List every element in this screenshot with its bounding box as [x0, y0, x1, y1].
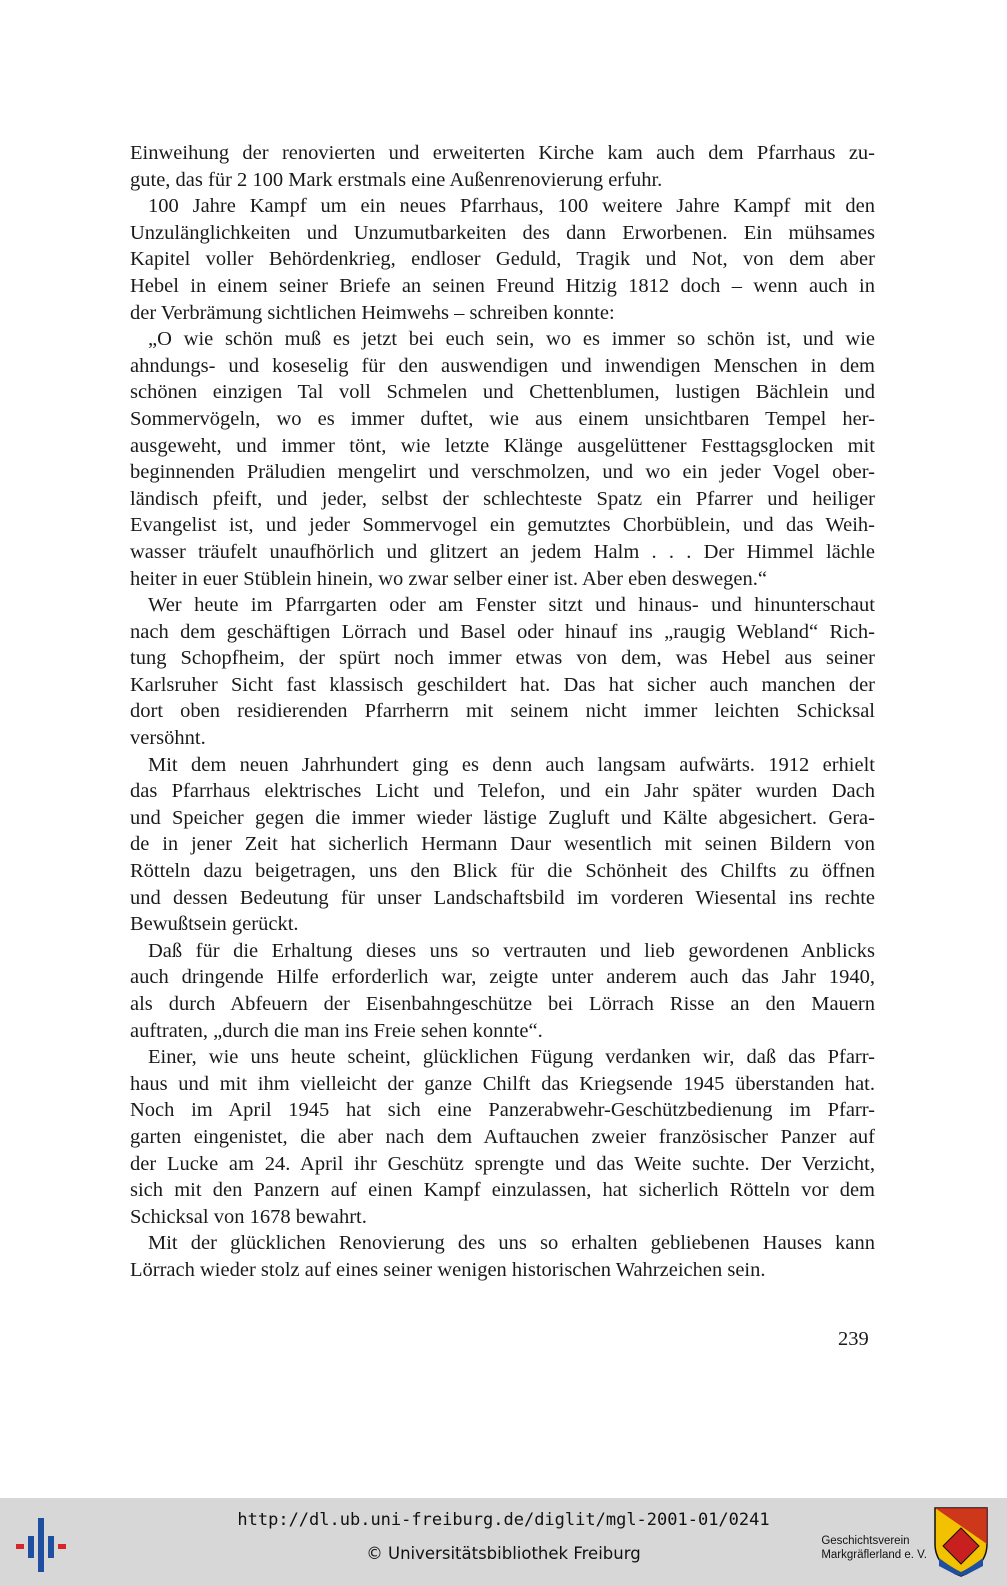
- text-line: versöhnt.: [130, 727, 206, 750]
- text-line: ahndungs- und koseselig für den auswendigen und inwendigen Menschen in dem: [130, 354, 875, 377]
- text-line: gute, das für 2 100 Mark erstmals eine Außenrenovierung erfuhr.: [130, 168, 663, 191]
- text-line: und Speicher gegen die immer wieder lästige Zugluft und Kälte abgesichert. Gera-: [130, 806, 875, 829]
- text-line: der Verbrämung sichtlichen Heimwehs – schreiben konnte:: [130, 301, 615, 324]
- footer-bar: [0, 1498, 1007, 1586]
- text-line: de in jener Zeit hat sicherlich Hermann Daur wesentlich mit seinen Bildern von: [130, 833, 875, 856]
- text-line: ausgeweht, und immer tönt, wie letzte Klänge ausgelüttener Festtagsglocken mit: [130, 434, 875, 457]
- text-line: Unzulänglichkeiten und Unzumutbarkeiten des dann Erworbenen. Ein mühsames: [130, 221, 875, 244]
- text-line: Mit der glücklichen Renovierung des uns so erhalten gebliebenen Hauses kann: [148, 1232, 875, 1255]
- text-line: Karlsruher Sicht fast klassisch geschildert hat. Das hat sicher auch manchen der: [130, 673, 875, 696]
- text-line: Noch im April 1945 hat sich eine Panzerabwehr-Geschützbedienung im Pfarr-: [130, 1099, 875, 1122]
- org-line-2: Markgräflerland e. V.: [821, 1549, 927, 1561]
- text-line: auch dringende Hilfe erforderlich war, zeigte unter anderem auch das Jahr 1940,: [130, 966, 875, 989]
- text-line: Wer heute im Pfarrgarten oder am Fenster sitzt und hinaus- und hinunterschaut: [148, 594, 875, 617]
- text-line: und dessen Bedeutung für unser Landschaftsbild im vorderen Wiesental ins rechte: [130, 886, 875, 909]
- text-line: garten eingenistet, die aber nach dem Auftauchen zweier französischer Panzer auf: [130, 1125, 875, 1148]
- text-line: Bewußtsein gerückt.: [130, 913, 299, 936]
- text-line: 100 Jahre Kampf um ein neues Pfarrhaus, 100 weitere Jahre Kampf mit den: [148, 195, 875, 218]
- text-line: dort oben residierenden Pfarrherrn mit seinem nicht immer leichten Schicksal: [130, 700, 875, 723]
- paragraph: [130, 592, 875, 752]
- paragraph: [130, 326, 875, 592]
- text-line: Hebel in einem seiner Briefe an seinen Freund Hitzig 1812 doch – wenn auch in: [130, 274, 875, 297]
- footer-organization: [821, 1534, 927, 1562]
- text-line: ländisch pfeift, und jeder, selbst der schlechteste Spatz ein Pfarrer und heiliger: [130, 487, 875, 510]
- text-line: haus und mit ihm vielleicht der ganze Chilft das Kriegsende 1945 überstanden hat.: [130, 1072, 875, 1095]
- text-line: tung Schopfheim, der spürt noch immer etwas von dem, was Hebel aus seiner: [130, 647, 875, 670]
- footer-copyright: © Universitätsbibliothek Freiburg: [366, 1544, 641, 1563]
- text-line: heiter in euer Stüblein hinein, wo zwar selber einer ist. Aber eben deswegen.“: [130, 567, 767, 590]
- paragraph: [130, 140, 875, 193]
- org-line-1: Geschichtsverein: [821, 1535, 910, 1547]
- text-line: Daß für die Erhaltung dieses uns so vertrauten und lieb gewordenen Anblicks: [148, 939, 875, 962]
- text-line: Lörrach wieder stolz auf eines seiner wenigen historischen Wahrzeichen sein.: [130, 1258, 766, 1281]
- text-line: „O wie schön muß es jetzt bei euch sein, wo es immer so schön ist, und wie: [148, 328, 875, 351]
- text-line: Mit dem neuen Jahrhundert ging es denn auch langsam aufwärts. 1912 erhielt: [148, 753, 875, 776]
- text-line: beginnenden Präludien mengelirt und verschmolzen, und wo ein jeder Vogel ober-: [130, 461, 875, 484]
- text-line: Rötteln dazu beigetragen, uns den Blick für die Schönheit des Chilfts zu öffnen: [130, 860, 875, 883]
- text-line: Evangelist ist, und jeder Sommervogel ein gemutztes Chorbüblein, und das Weih-: [130, 514, 875, 537]
- text-line: Einer, wie uns heute scheint, glücklichen Fügung verdanken wir, daß das Pfarr-: [148, 1046, 875, 1069]
- page-number: 239: [838, 1328, 869, 1350]
- paragraph: [130, 1230, 875, 1283]
- paragraph: [130, 938, 875, 1044]
- paragraph: [130, 752, 875, 938]
- text-line: Sommervögeln, wo es immer duftet, wie aus einem unsichtbaren Tempel her-: [130, 407, 875, 430]
- paragraph: [130, 193, 875, 326]
- text-line: Einweihung der renovierten und erweiterten Kirche kam auch dem Pfarrhaus zu-: [130, 142, 875, 164]
- text-line: Kapitel voller Behördenkrieg, endloser Geduld, Tragik und Not, von dem aber: [130, 248, 875, 271]
- text-line: auftraten, „durch die man ins Freie sehen konnte“.: [130, 1019, 543, 1042]
- text-line: der Lucke am 24. April ihr Geschütz sprengte und das Weite suchte. Der Verzicht,: [130, 1152, 875, 1175]
- paragraph: [130, 1044, 875, 1230]
- text-line: nach dem geschäftigen Lörrach und Basel oder hinauf ins „raugig Webland“ Rich-: [130, 620, 875, 643]
- text-line: wasser träufelt unaufhörlich und glitzert an jedem Halm . . . Der Himmel lächle: [130, 540, 875, 563]
- text-line: schönen einzigen Tal voll Schmelen und Chettenblumen, lustigen Bächlein und: [130, 381, 875, 404]
- text-line: Schicksal von 1678 bewahrt.: [130, 1205, 367, 1228]
- body-text: [130, 140, 875, 1284]
- coat-of-arms-icon: [933, 1506, 989, 1578]
- text-line: sich mit den Panzern auf einen Kampf einzulassen, hat sicherlich Rötteln vor dem: [130, 1179, 875, 1202]
- text-line: als durch Abfeuern der Eisenbahngeschütze bei Lörrach Risse an den Mauern: [130, 993, 875, 1015]
- text-line: das Pfarrhaus elektrisches Licht und Telefon, und ein Jahr später wurden Dach: [130, 780, 875, 803]
- footer-url[interactable]: http://dl.ub.uni-freiburg.de/diglit/mgl-2001-01/0241: [237, 1510, 770, 1530]
